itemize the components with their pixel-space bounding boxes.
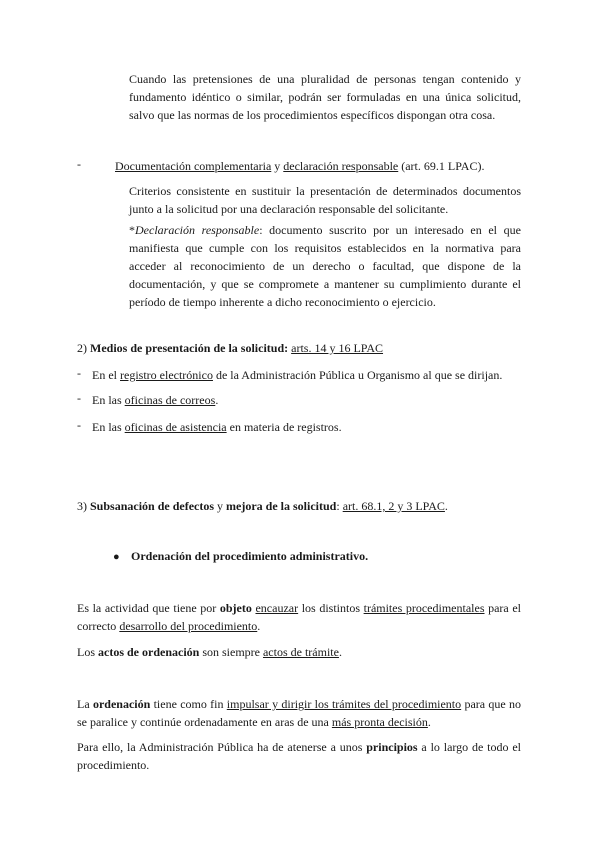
text-run: (art. 69.1 LPAC). [398,159,485,173]
text-run: para el correcto [77,601,522,633]
text-run: y [214,499,227,513]
bold-heading: Ordenación del procedimiento administrativo. [131,549,369,563]
asterisk: * [129,223,135,237]
list-dash: - [77,418,81,432]
text-run: Los [77,645,98,659]
text-run: los distintos [298,601,364,615]
underlined-term: actos de trámite [262,645,339,659]
list-dash: - [77,366,81,380]
text-run: son siempre [199,645,263,659]
text-run: La [77,697,93,711]
paragraph-text: : documento suscrito por un interesado en el que manifiesta que cumple con los requisitos establecidos en la normativa para acceder al reconocimiento de un derecho o facultad, que dispone de la documentación, y que se compromete a mantener su cumplimiento durante el período de tiempo inherente a dicho reconocimiento o ejercicio. [129,223,521,309]
text-run: en materia de registros. [226,420,342,434]
list-dash: - [77,157,81,171]
paragraph-actos [77,643,521,661]
paragraph-actividad [77,599,521,635]
text-run: Es la actividad que tiene por [77,601,220,615]
underlined-term: declaración responsable [283,159,399,173]
text-run: para que no se paralice y continúe ordenadamente en aras de una [77,697,522,729]
text-run: En el [92,368,120,382]
list-item-documentacion [115,157,525,175]
underlined-term: impulsar y dirigir los trámites del procedimiento [226,697,462,711]
paragraph-pretensiones [129,70,521,124]
underlined-reference: art. 68.1, 2 y 3 LPAC [342,499,445,513]
paragraph-principios [77,738,521,774]
text-run: . [427,715,431,729]
underlined-term: oficinas de asistencia [124,420,227,434]
bold-heading: Subsanación de defectos [90,499,215,513]
paragraph-text: Cuando las pretensiones de una pluralidad de personas tengan contenido y fundamento idéntico o similar, podrán ser formuladas en una única solicitud, salvo que las normas de los procedimientos específicos dispongan otra cosa. [129,72,521,122]
paragraph-criterios [129,182,521,218]
paragraph-ordenacion [77,695,521,731]
text-run: y [271,159,284,173]
text-run: tiene como fin [150,697,227,711]
list-dash: - [77,391,81,405]
text-run: . [257,619,261,633]
bold-heading: Medios de presentación de la solicitud: [90,341,289,355]
underlined-reference: arts. 14 y 16 LPAC [291,341,384,355]
italic-term: Declaración responsable [135,223,260,237]
text-run: de la Administración Pública u Organismo al que se dirijan. [212,368,503,382]
underlined-term: más pronta decisión [331,715,428,729]
bullet-heading-ordenacion [131,547,531,565]
paragraph-text: Criterios consistente en sustituir la presentación de determinados documentos junto a la solicitud por una declaración responsable del solicitante. [129,184,521,216]
section-heading-medios [77,339,527,357]
section-heading-subsanacion [77,497,527,515]
bold-heading: mejora de la solicitud [226,499,337,513]
bold-term: actos de ordenación [98,645,200,659]
underlined-term: oficinas de correos [124,393,216,407]
bullet-icon: ● [113,551,120,563]
list-item [92,391,532,409]
text-run: En las [92,393,125,407]
list-item [92,418,532,436]
text-run: . [338,645,342,659]
underlined-term: trámites procedimentales [363,601,485,615]
underlined-term: desarrollo del procedimiento [119,619,258,633]
section-number: 2) [77,341,90,355]
underlined-term: Documentación complementaria [115,159,272,173]
bold-term: objeto [219,601,252,615]
text-run: a lo largo de todo el procedimiento. [77,740,521,772]
text-run: En las [92,420,125,434]
text-run: . [444,499,448,513]
paragraph-declaracion [129,221,521,311]
text-run: Para ello, la Administración Pública ha de atenerse a unos [77,740,367,754]
list-item [92,366,532,384]
bold-term: ordenación [92,697,151,711]
underlined-term: registro electrónico [120,368,213,382]
text-run: . [215,393,219,407]
text-run: : [336,499,343,513]
underlined-term: encauzar [255,601,299,615]
section-number: 3) [77,499,90,513]
bold-term: principios [366,740,418,754]
